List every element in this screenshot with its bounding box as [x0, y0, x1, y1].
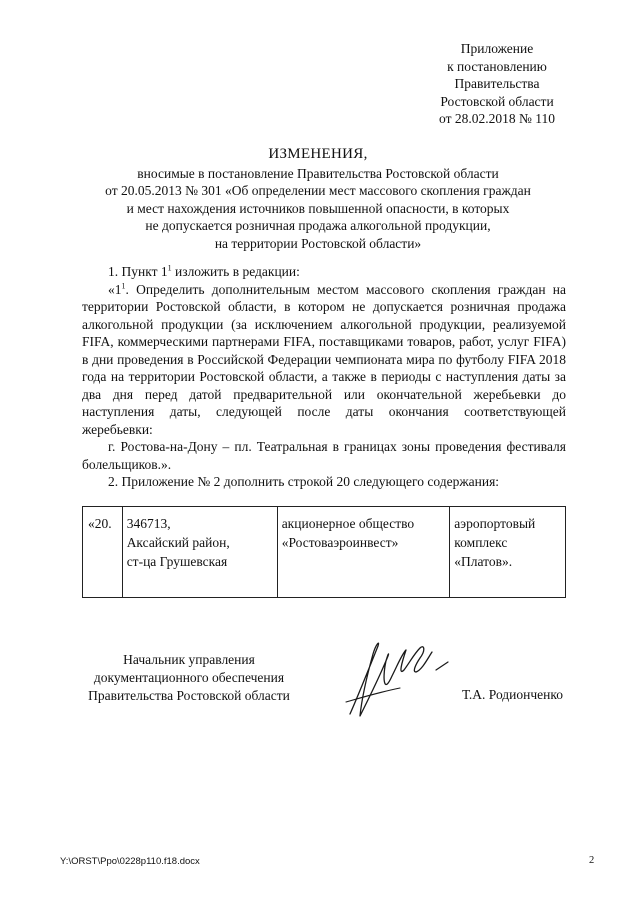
- address-line: Аксайский район,: [126, 535, 230, 550]
- signer-position: [74, 651, 304, 705]
- organization-cell: [277, 507, 450, 598]
- page-number: 2: [589, 855, 595, 866]
- appendix-line: к постановлению: [447, 58, 547, 74]
- title-line: на территории Ростовской области»: [214, 235, 422, 251]
- signer-name: Т.А. Родионченко: [462, 687, 563, 702]
- address-cell: [122, 507, 277, 598]
- organization-line: акционерное общество: [281, 516, 415, 531]
- object-line: аэропортовый: [454, 516, 536, 531]
- title-line: не допускается розничная продажа алкогольной продукции,: [145, 218, 491, 233]
- position-line: Правительства Ростовской области: [88, 688, 290, 703]
- appendix-row-table: [82, 506, 566, 598]
- appendix-line: Ростовской области: [440, 93, 554, 109]
- title-line: вносимые в постановление Правительства Ростовской области: [137, 165, 499, 181]
- organization-line: «Ростоваэроинвест»: [281, 535, 399, 550]
- item1-quote: «$1^1$. Определить дополнительным местом массового скопления граждан на территории Ростовской области, в котором не допускается розничная продажа алкогольной продукции (за исключением алкогольной продукции, реализуемой FIFA, коммерческими партнерами FIFA, поставщиками товаров, работ, услуг FIFA) в дни проведения в Российской Федерации чемпионата мира по футболу FIFA 2018 года на территории Ростовской области, а также в периоды с наступления даты за два дня перед датой предварительной или окончательной жеребьевки до наступления даты, следующей после даты окончания соответствующей жеребьевки:: [82, 281, 566, 437]
- item2-text: 2. Приложение № 2 дополнить строкой 20 следующего содержания:: [108, 474, 500, 489]
- appendix-line: от 28.02.2018 № 110: [439, 111, 555, 126]
- object-line: комплекс: [454, 535, 508, 550]
- title-line: и мест нахождения источников повышенной опасности, в которых: [126, 200, 510, 216]
- table-row: [83, 507, 566, 598]
- item1-place: г. Ростова-на-Дону – пл. Театральная в границах зоны проведения фестиваля болельщиков.».: [82, 439, 566, 472]
- handwritten-signature: [340, 636, 455, 726]
- appendix-line: Правительства: [454, 76, 540, 91]
- file-path-footer: Y:\ORST\Ppo\0228p110.f18.docx: [60, 856, 200, 867]
- address-line: 346713,: [126, 516, 171, 531]
- appendix-line: Приложение: [460, 41, 534, 56]
- object-cell: [450, 507, 566, 598]
- appendix-header: [424, 40, 570, 128]
- item1-intro: 1. Пункт $1^1$ изложить в редакции:: [108, 263, 300, 279]
- row-number: «20.: [83, 507, 123, 598]
- document-body: [82, 263, 566, 491]
- document-title: [78, 146, 558, 252]
- object-line: «Платов».: [454, 554, 513, 569]
- address-line: ст-ца Грушевская: [126, 554, 228, 569]
- position-line: Начальник управления: [123, 652, 255, 667]
- title-heading: ИЗМЕНЕНИЯ,: [268, 146, 368, 162]
- position-line: документационного обеспечения: [93, 670, 285, 685]
- title-line: от 20.05.2013 № 301 «Об определении мест массового скопления граждан: [105, 183, 531, 198]
